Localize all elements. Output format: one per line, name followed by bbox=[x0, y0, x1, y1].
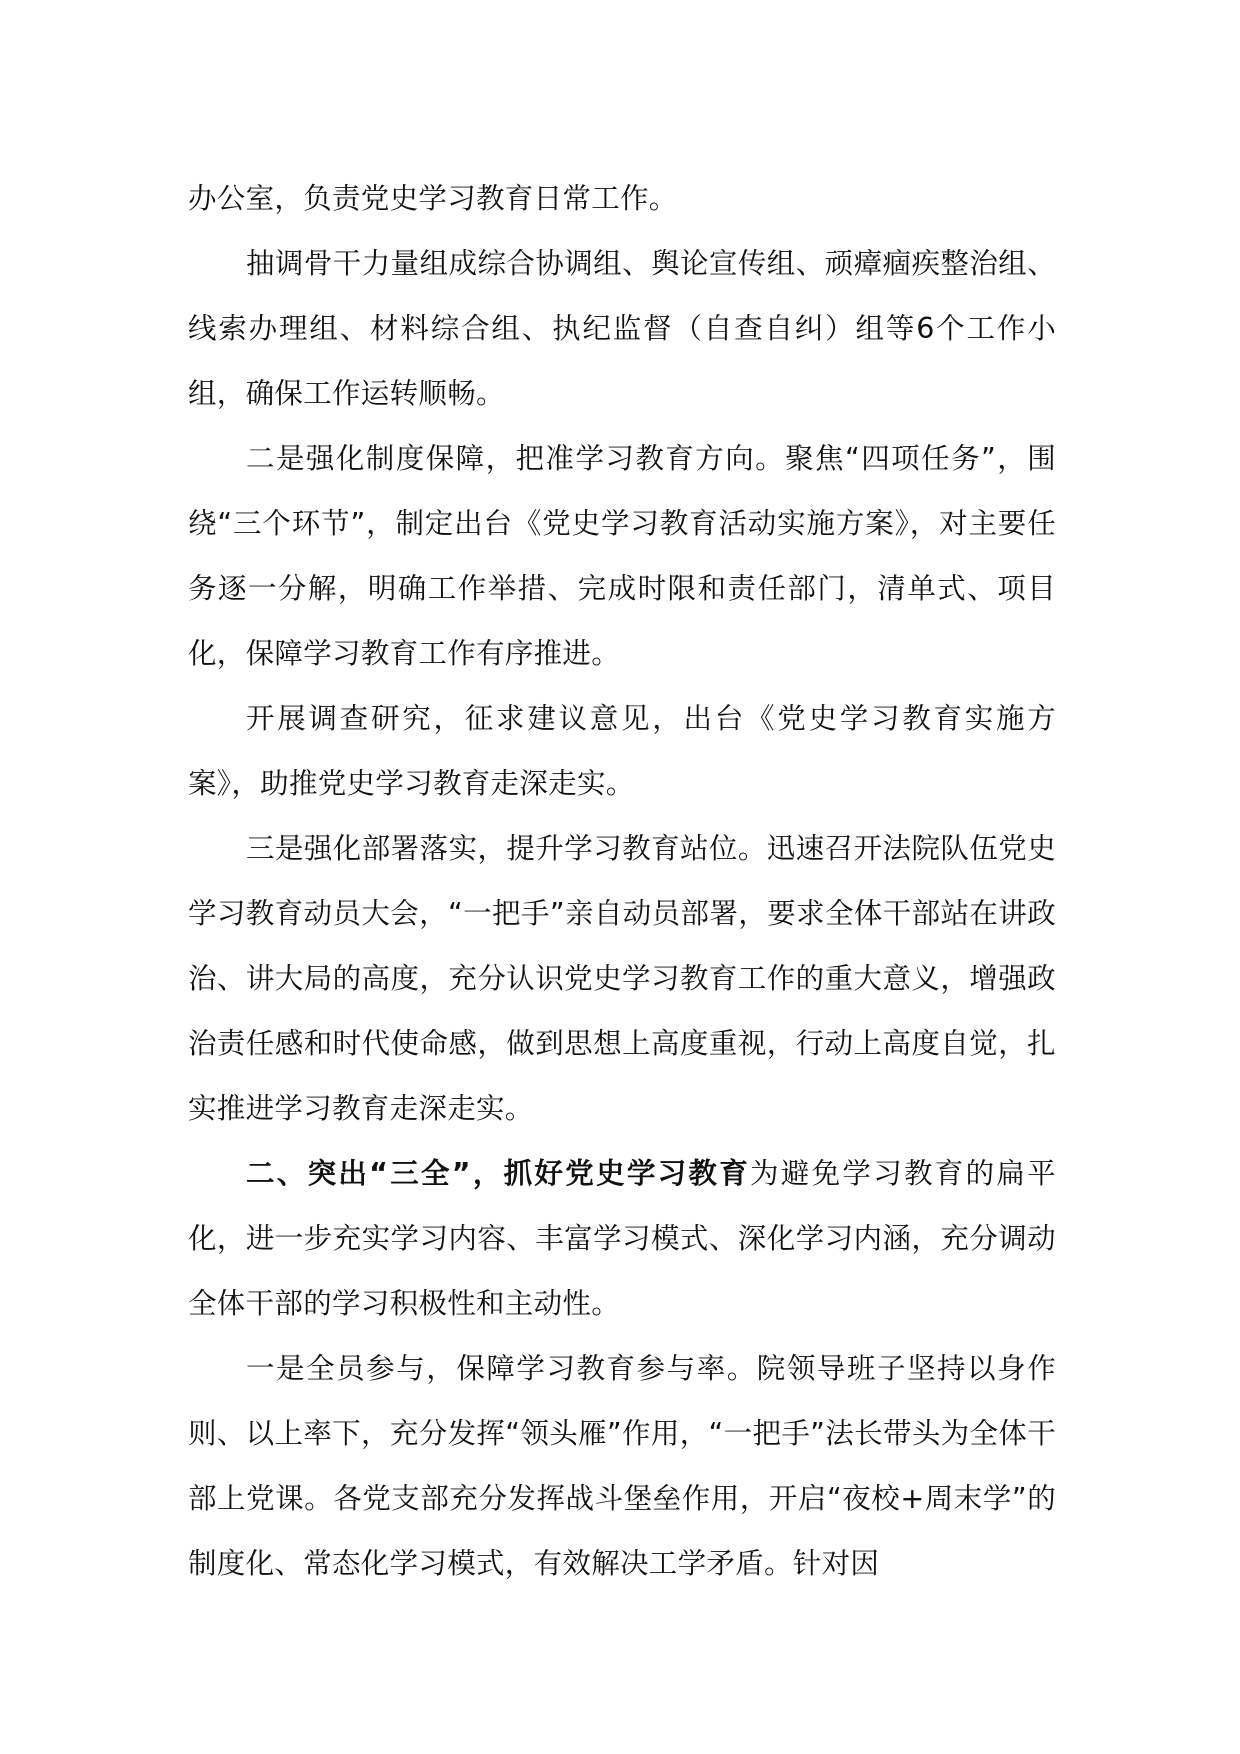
section-heading: 二、突出“三全”，抓好党史学习教育 bbox=[246, 1157, 751, 1190]
paragraph-4: 开展调查研究，征求建议意见，出台《党史学习教育实施方案》，助推党史学习教育走深走实。 bbox=[188, 702, 1056, 800]
paragraph-3: 二是强化制度保障，把准学习教育方向。聚焦“四项任务”，围绕“三个环节”，制定出台《党史学习教育活动实施方案》，对主要任务逐一分解，明确工作举措、完成时限和责任部门，清单式、项目化，保障学习教育工作有序推进。 bbox=[188, 442, 1056, 670]
paragraph-1: 办公室，负责党史学习教育日常工作。 bbox=[188, 182, 678, 215]
document-body bbox=[188, 166, 1056, 1596]
paragraph-6 bbox=[188, 1141, 1056, 1336]
paragraph-5: 三是强化部署落实，提升学习教育站位。迅速召开法院队伍党史学习教育动员大会，“一把手”亲自动员部署，要求全体干部站在讲政治、讲大局的高度，充分认识党史学习教育工作的重大意义，增强政治责任感和时代使命感，做到思想上高度重视，行动上高度自觉，扎实推进学习教育走深走实。 bbox=[188, 832, 1056, 1125]
paragraph-6-text: 为避免学习教育的扁平化，进一步充实学习内容、丰富学习模式、深化学习内涵，充分调动全体干部的学习积极性和主动性。 bbox=[188, 1157, 1056, 1320]
paragraph-7: 一是全员参与，保障学习教育参与率。院领导班子坚持以身作则、以上率下，充分发挥“领头雁”作用，“一把手”法长带头为全体干部上党课。各党支部充分发挥战斗堡垒作用，开启“夜校+周末学”的制度化、常态化学习模式，有效解决工学矛盾。针对因 bbox=[188, 1352, 1056, 1580]
paragraph-2: 抽调骨干力量组成综合协调组、舆论宣传组、顽瘴痼疾整治组、线索办理组、材料综合组、执纪监督（自查自纠）组等6个工作小组，确保工作运转顺畅。 bbox=[188, 247, 1056, 410]
